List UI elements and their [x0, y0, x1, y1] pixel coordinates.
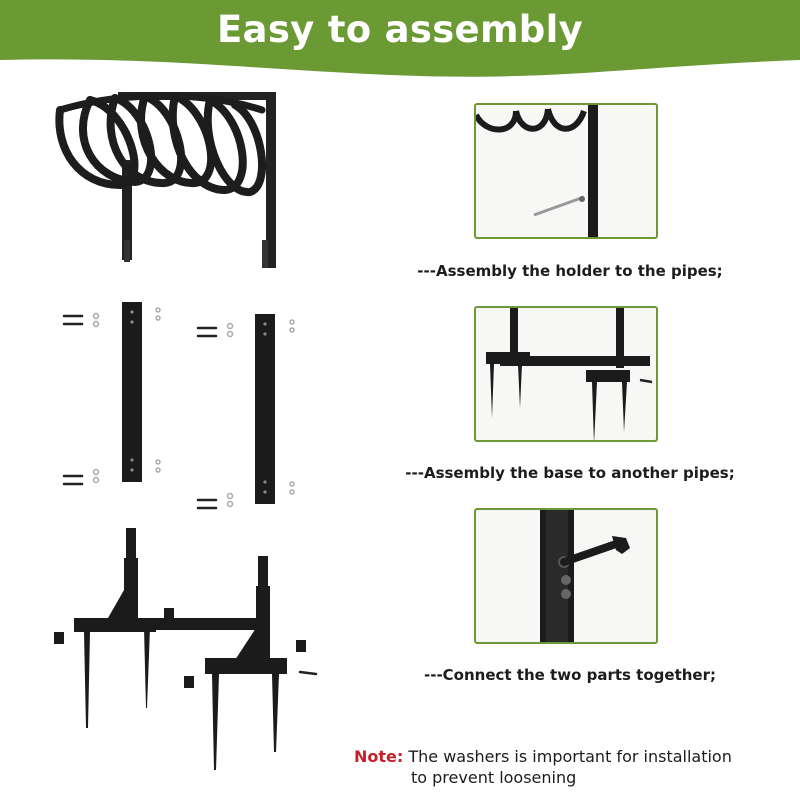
detail-base-illustration	[476, 308, 658, 442]
pipe-left-illustration	[64, 302, 160, 484]
detail-panel-holder	[474, 103, 658, 239]
installation-note	[354, 746, 794, 788]
step3-caption: ---Connect the two parts together;	[424, 666, 716, 684]
note-line1: The washers is important for installation	[408, 747, 732, 766]
detail-connect-illustration	[476, 510, 658, 644]
page-title: Easy to assembly	[216, 8, 583, 51]
hose-holder-illustration	[59, 92, 276, 268]
base-with-stakes-illustration	[54, 528, 316, 770]
detail-holder-illustration	[476, 105, 658, 239]
product-parts-illustration	[0, 0, 340, 800]
note-label: Note:	[354, 747, 404, 766]
detail-panel-base	[474, 306, 658, 442]
detail-panel-connect	[474, 508, 658, 644]
note-line2: to prevent loosening	[411, 768, 577, 787]
step1-caption: ---Assembly the holder to the pipes;	[417, 262, 723, 280]
step2-caption: ---Assembly the base to another pipes;	[405, 464, 735, 482]
pipe-right-illustration	[198, 314, 294, 508]
